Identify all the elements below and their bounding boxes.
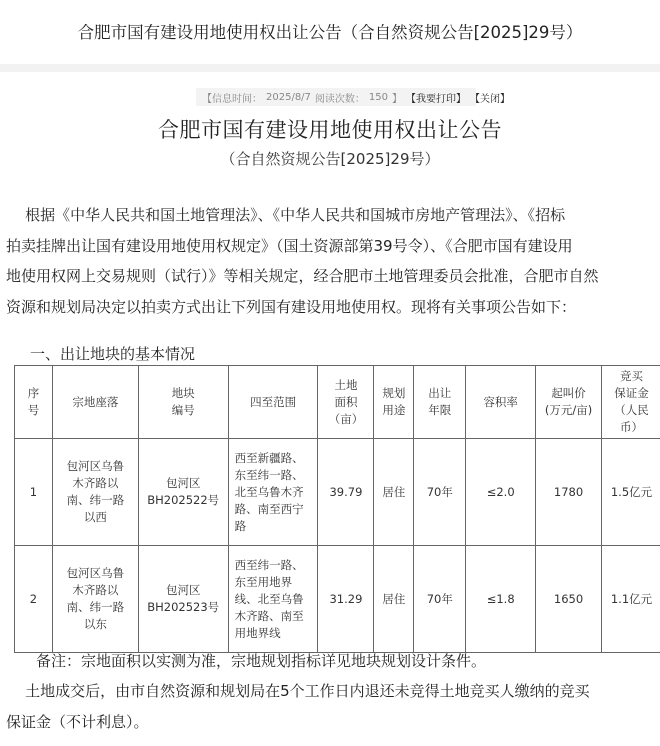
section-title: 一、出让地块的基本情况 bbox=[30, 345, 196, 363]
header-parcel-id: 地块 编号 bbox=[138, 366, 228, 439]
cell-deposit: 1.1亿元 bbox=[602, 546, 660, 653]
header-no: 序 号 bbox=[15, 366, 53, 439]
info-date-label: 【信息时间： bbox=[202, 93, 262, 105]
cell-term: 70年 bbox=[414, 439, 466, 546]
header-area: 土地 面积 （亩） bbox=[318, 366, 374, 439]
info-views-label: 阅读次数： bbox=[314, 93, 365, 105]
cell-far: ≤1.8 bbox=[466, 546, 536, 653]
print-button[interactable]: 【我要打印】 bbox=[406, 93, 467, 105]
intro-paragraph bbox=[6, 200, 660, 322]
table-note: 备注：宗地面积以实测为准，宗地规划指标详见地块规划设计条件。 bbox=[36, 652, 487, 670]
header-term: 出让 年限 bbox=[414, 366, 466, 439]
cell-far: ≤2.0 bbox=[466, 439, 536, 546]
info-views-value: 150 bbox=[368, 91, 389, 103]
intro-line: 资源和规划局决定以拍卖方式出让下列国有建设用地使用权。现将有关事项公告如下： bbox=[6, 297, 577, 316]
cell-price: 1650 bbox=[536, 546, 602, 653]
cell-parcel-id: 包河区 BH202523号 bbox=[138, 546, 228, 653]
close-button[interactable]: 【关闭】 bbox=[470, 93, 511, 105]
intro-line: 根据《中华人民共和国土地管理法》、《中华人民共和国城市房地产管理法》、《招标 bbox=[6, 206, 566, 224]
info-date-value: 2025/8/7 bbox=[266, 91, 311, 103]
cell-boundaries: 西至新疆路、 东至纬一路、 北至乌鲁木齐 路、南至西宁 路 bbox=[228, 439, 318, 546]
closing-line: 保证金（不计利息）。 bbox=[6, 713, 149, 731]
cell-area: 39.79 bbox=[318, 439, 374, 546]
table-row bbox=[15, 439, 660, 546]
cell-use: 居住 bbox=[374, 439, 414, 546]
article-subtitle: （合自然资规公告[2025]29号） bbox=[220, 150, 440, 168]
header-far: 容积率 bbox=[466, 366, 536, 439]
header-divider bbox=[0, 64, 660, 72]
cell-deposit: 1.5亿元 bbox=[602, 439, 660, 546]
intro-line: 地使用权网上交易规则（试行）》等相关规定，经合肥市土地管理委员会批准，合肥市自然 bbox=[6, 267, 599, 285]
table-row bbox=[15, 546, 660, 653]
closing-line: 土地成交后，由市自然资源和规划局在5个工作日内退还未竞得土地竞买人缴纳的竞买 bbox=[6, 682, 590, 700]
article-title: 合肥市国有建设用地使用权出让公告 bbox=[158, 118, 502, 142]
cell-boundaries: 西至纬一路、 东至用地界 线、北至乌鲁 木齐路、南至 用地界线 bbox=[228, 546, 318, 653]
header-price: 起叫价 (万元/亩) bbox=[536, 366, 602, 439]
page-header-title: 合肥市国有建设用地使用权出让公告（合自然资规公告[2025]29号） bbox=[0, 0, 660, 62]
header-location: 宗地座落 bbox=[52, 366, 138, 439]
cell-location: 包河区乌鲁 木齐路以 南、纬一路 以西 bbox=[52, 439, 138, 546]
cell-location: 包河区乌鲁 木齐路以 南、纬一路 以东 bbox=[52, 546, 138, 653]
intro-line: 拍卖挂牌出让国有建设用地使用权规定》（国土资源部第39号令）、《合肥市国有建设用 bbox=[6, 236, 573, 255]
cell-parcel-id: 包河区 BH202522号 bbox=[138, 439, 228, 546]
table-header-row bbox=[15, 366, 660, 439]
cell-no: 2 bbox=[15, 546, 53, 653]
cell-use: 居住 bbox=[374, 546, 414, 653]
cell-no: 1 bbox=[15, 439, 53, 546]
info-bar bbox=[196, 88, 511, 106]
parcel-table bbox=[14, 365, 660, 653]
header-deposit: 竞买 保证金 （人民 币） bbox=[602, 366, 660, 439]
closing-paragraph bbox=[6, 676, 590, 738]
cell-term: 70年 bbox=[414, 546, 466, 653]
header-boundaries: 四至范围 bbox=[228, 366, 318, 439]
cell-price: 1780 bbox=[536, 439, 602, 546]
header-use: 规划 用途 bbox=[374, 366, 414, 439]
info-close-bracket: 】 bbox=[392, 93, 403, 105]
cell-area: 31.29 bbox=[318, 546, 374, 653]
